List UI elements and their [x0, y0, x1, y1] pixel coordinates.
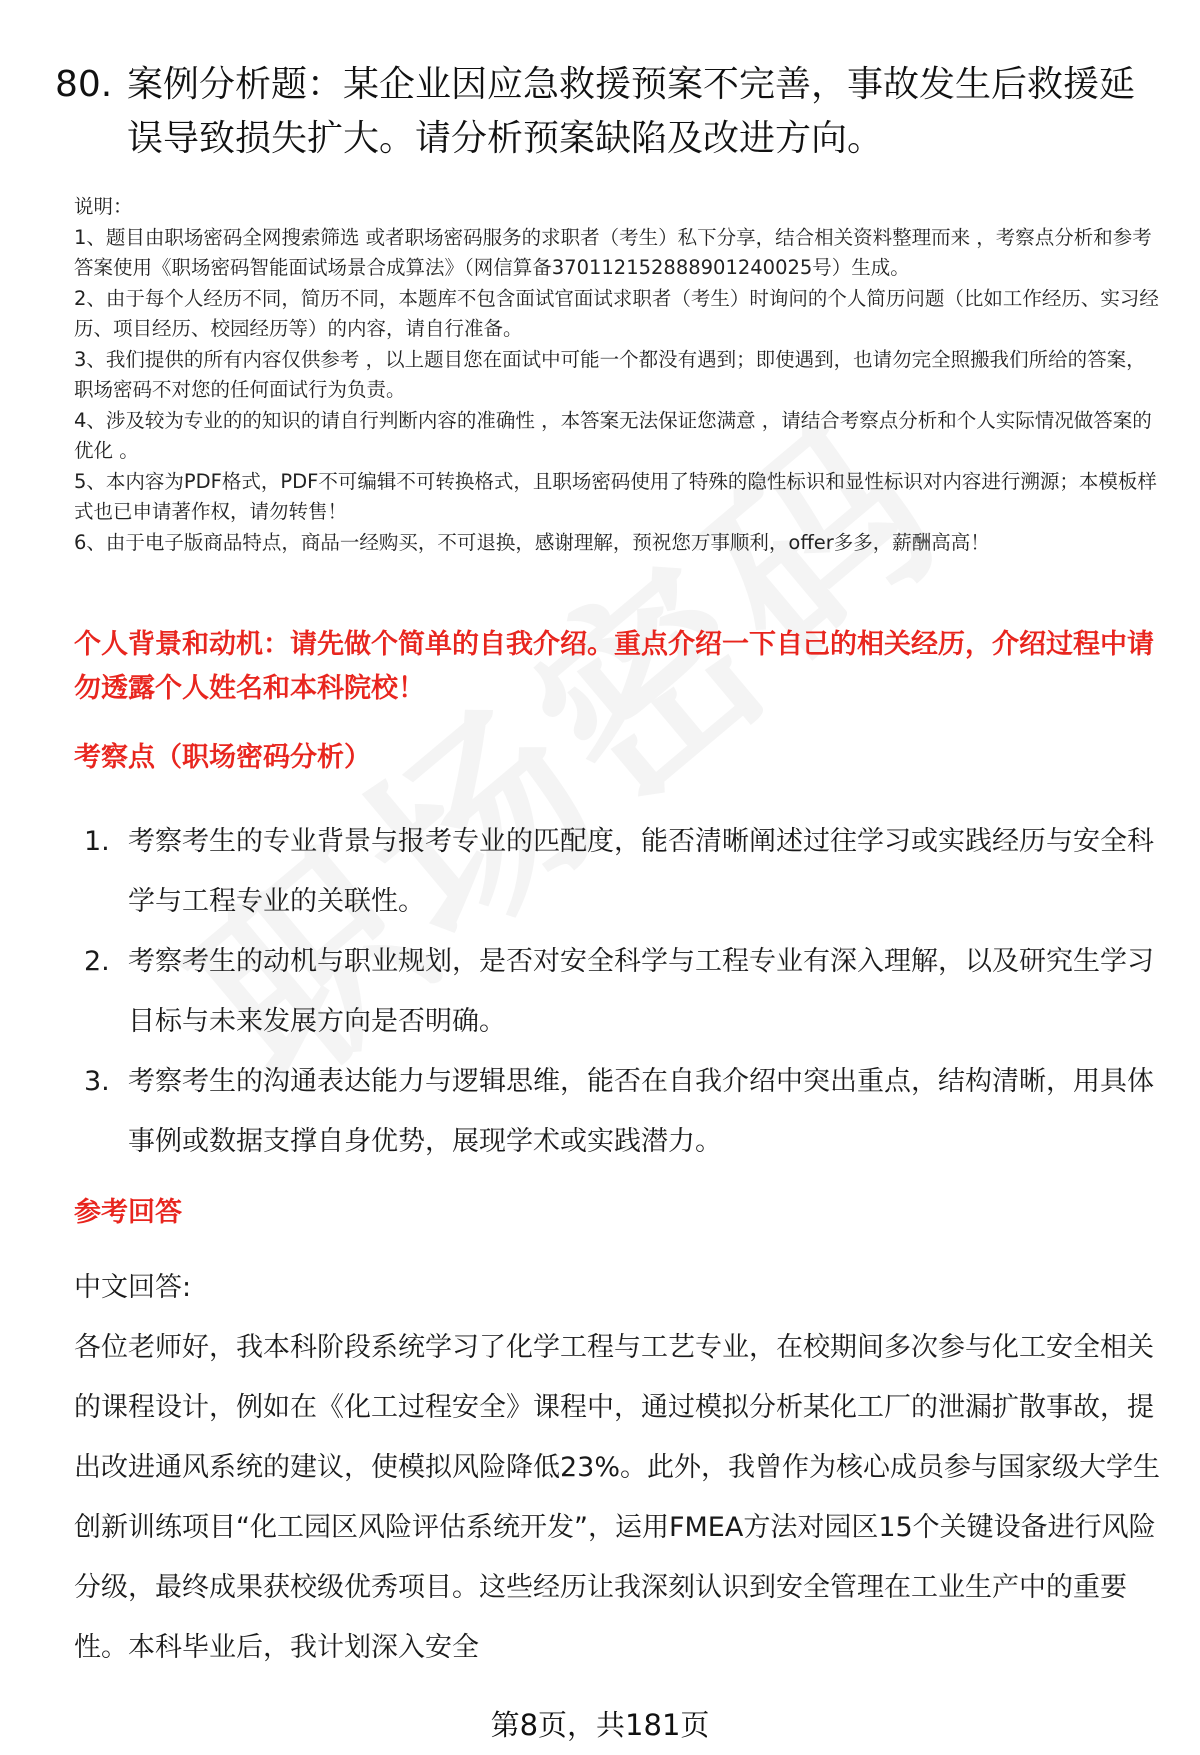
notes-section: [74, 192, 1160, 558]
note-item: 1、题目由职场密码全网搜索筛选 或者职场密码服务的求职者（考生）私下分享，结合相关资料整理而来 ，考察点分析和参考答案使用《职场密码智能面试场景合成算法》（网信算备37011215288890124002​5号）生成。: [74, 225, 1152, 279]
note-item: 2、由于每个人经历不同，简历不同，本题库不包含面试官面试求职者（考生）时询问的个人简历问题（比如工作经历、实习经历、项目经历、校园经历等）的内容，请自行准备。: [74, 286, 1159, 340]
analysis-points: [84, 812, 1160, 1172]
question-text: 案例分析题：某企业因应急救援预案不完善，事故发生后救援延误导致损失扩大。请分析预案缺陷及改进方向。: [127, 64, 1136, 159]
point-number: 1.: [84, 826, 110, 857]
answer-section: [74, 1258, 1162, 1678]
question-title: [55, 58, 1145, 166]
analysis-point: [84, 812, 1160, 932]
analysis-heading: 考察点（职场密码分析）: [74, 742, 371, 773]
point-text: 考察考生的专业背景与报考专业的匹配度，能否清晰阐述过往学习或实践经历与安全科学与工程专业的关联性。: [128, 826, 1154, 917]
point-text: 考察考生的沟通表达能力与逻辑思维，能否在自我介绍中突出重点，结构清晰，用具体事例或数据支撑自身优势，展现学术或实践潜力。: [128, 1066, 1154, 1157]
background-prompt: 个人背景和动机：请先做个简单的自我介绍。重点介绍一下自己的相关经历，介绍过程中请勿透露个人姓名和本科院校！: [74, 629, 1154, 704]
page-footer: 第8页，共181页: [490, 1708, 710, 1742]
analysis-point: [84, 932, 1160, 1052]
reference-heading: 参考回答: [74, 1197, 182, 1228]
analysis-point: [84, 1052, 1160, 1172]
point-number: 2.: [84, 946, 110, 977]
note-item: 5、本内容为PDF格式，PDF不可编辑不可转换格式，且职场密码使用了特殊的隐性标识和显性标识对内容进行溯源；本模板样式也已申请著作权，请勿转售！: [74, 469, 1157, 523]
notes-heading: 说明：: [74, 195, 133, 218]
point-text: 考察考生的动机与职业规划，是否对安全科学与工程专业有深入理解，以及研究生学习目标与未来发展方向是否明确。: [128, 946, 1154, 1037]
answer-label: 中文回答:: [74, 1272, 192, 1303]
note-item: 4、涉及较为专业的的知识的请自行判断内容的准确性 ，本答案无法保证您满意 ，请结合考察点分析和个人实际情况做答案的优化 。: [74, 408, 1152, 462]
answer-body: 各位老师好，我本科阶段系统学习了化学工程与工艺专业，在校期间多次参与化工安全相关的课程设计，例如在《化工过程安全》课程中，通过模拟分析某化工厂的泄漏扩散事故，提出改进通风系统的建议，使模拟风险降低23%。此外，我曾作为核心成员参与国家级大学生创新训练项目“化工园区风险评估系统开发”，运用FMEA方法对园区15个关键设备进行风险分级，最终成果获校级优秀项目。这些经历让我深刻认识到安全管理在工业生产中的重要性。本科毕业后，我计划深入安全: [74, 1332, 1161, 1663]
note-item: 6、由于电子版商品特点，商品一经购买，不可退换，感谢理解，预祝您万事顺利，offer多多，薪酬高高！: [74, 530, 990, 554]
note-item: 3、我们提供的所有内容仅供参考 ，以上题目您在面试中可能一个都没有遇到；即使遇到，也请勿完全照搬我们所给的答案，职场密码不对您的任何面试行为负责。: [74, 347, 1146, 401]
point-number: 3.: [84, 1066, 110, 1097]
question-number: 80.: [55, 64, 113, 105]
